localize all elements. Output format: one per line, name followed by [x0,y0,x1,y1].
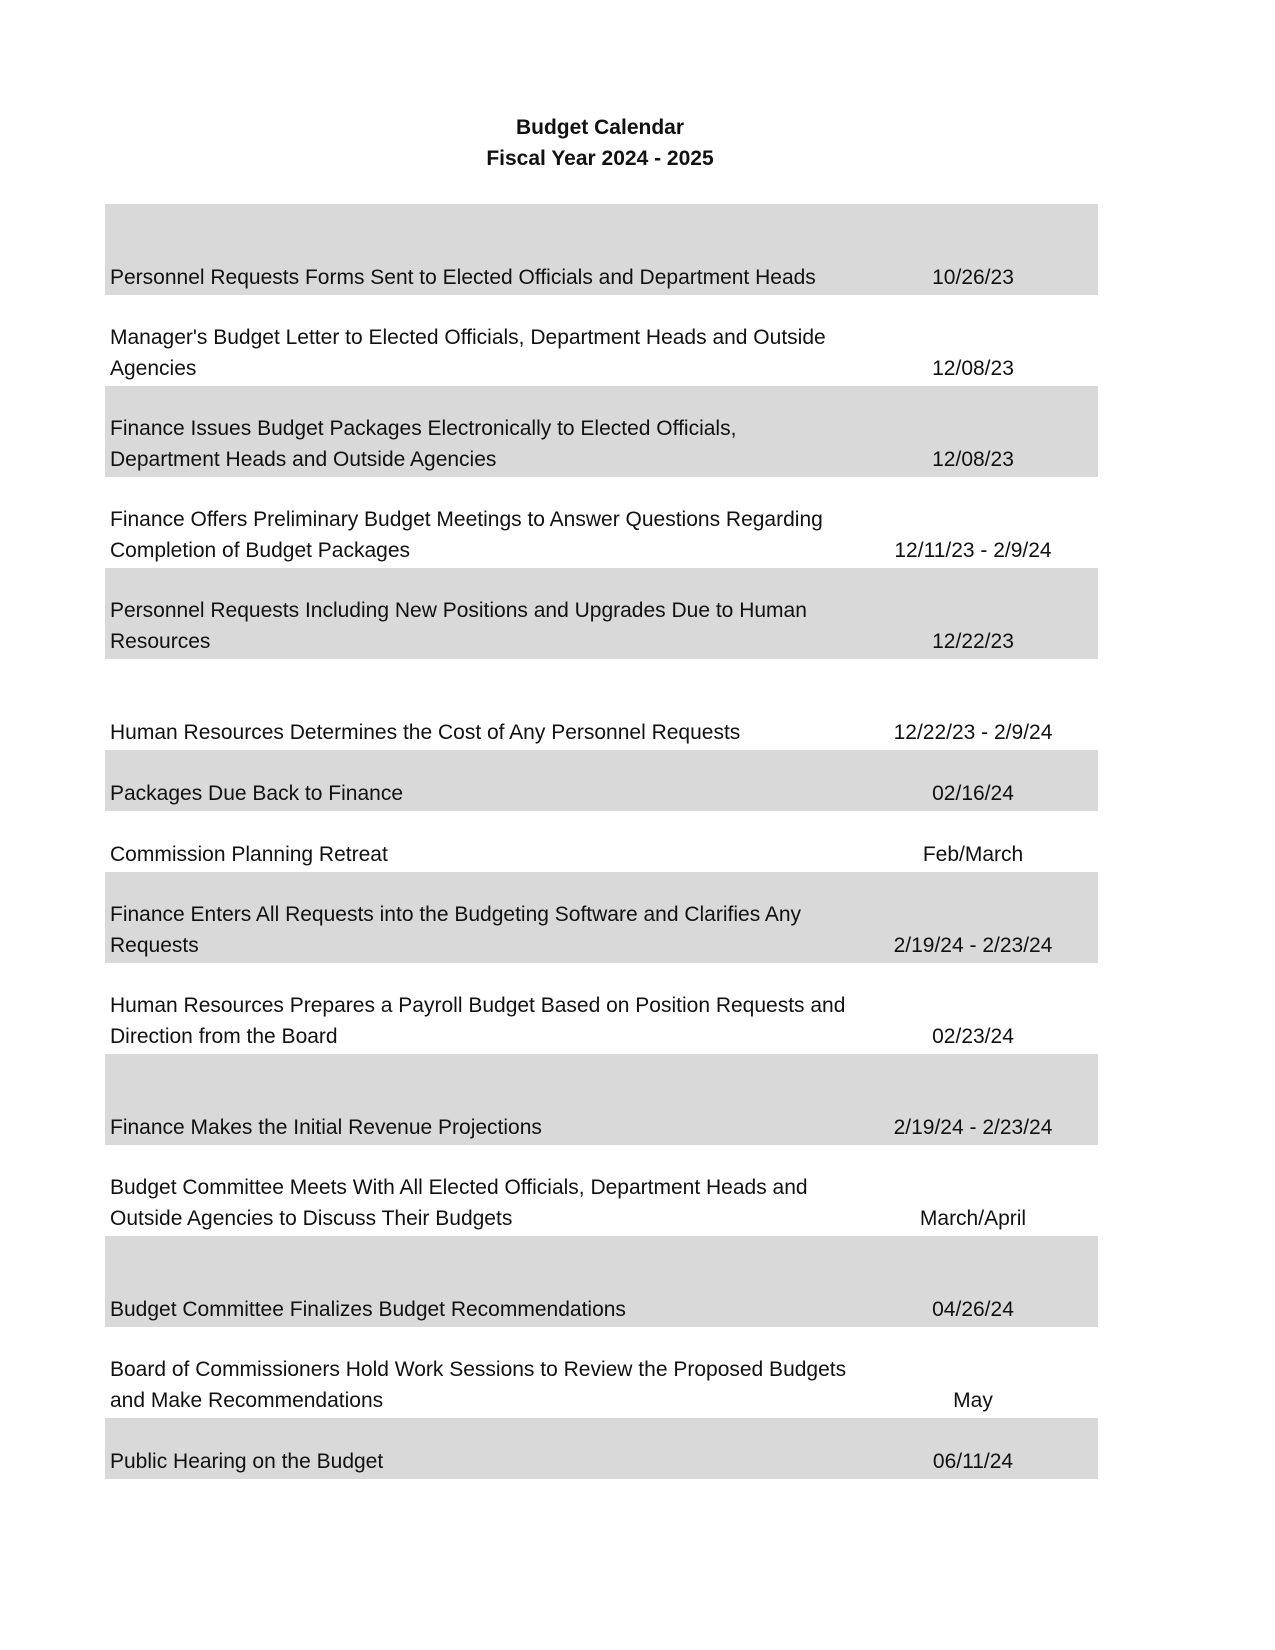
table-row [105,386,1098,477]
row-description: Commission Planning Retreat [110,843,388,866]
table-row [105,1327,1098,1418]
table-row [105,477,1098,568]
table-row [105,1054,1098,1145]
table-row [105,659,1098,750]
row-date: 02/23/24 [932,1025,1014,1048]
table-row [105,1145,1098,1236]
row-description: Personnel Requests Forms Sent to Elected Officials and Department Heads [110,266,816,289]
row-date: 2/19/24 - 2/23/24 [893,1116,1053,1139]
row-date: 10/26/23 [932,266,1014,289]
document-title: Budget Calendar [515,116,685,139]
table-row [105,1236,1098,1327]
row-date: 12/08/23 [932,357,1014,380]
row-date: 04/26/24 [932,1298,1014,1321]
row-description: Public Hearing on the Budget [110,1450,384,1473]
row-description: Finance Offers Preliminary Budget Meetings to Answer Questions Regarding Completion of Budget Packages [110,508,823,562]
table-row [105,750,1098,811]
row-date: May [953,1389,993,1412]
document-header [0,112,1200,174]
row-description: Board of Commissioners Hold Work Sessions to Review the Proposed Budgets and Make Recommendations [110,1358,847,1412]
row-description: Finance Makes the Initial Revenue Projections [110,1116,542,1139]
row-date: Feb/March [922,843,1024,866]
row-description: Manager's Budget Letter to Elected Officials, Department Heads and Outside Agencies [110,326,826,380]
row-date: 06/11/24 [932,1450,1014,1473]
document-subtitle: Fiscal Year 2024 - 2025 [486,147,714,170]
table-row [105,963,1098,1054]
table-row [105,872,1098,963]
row-date: 2/19/24 - 2/23/24 [893,934,1053,957]
table-row [105,811,1098,872]
row-date: 02/16/24 [932,782,1014,805]
budget-calendar-table [105,204,1098,1479]
row-description: Packages Due Back to Finance [110,782,403,805]
row-description: Human Resources Determines the Cost of Any Personnel Requests [110,721,741,744]
row-date: 12/11/23 - 2/9/24 [894,539,1052,562]
table-row [105,568,1098,659]
row-description: Budget Committee Meets With All Elected Officials, Department Heads and Outside Agencies to Discuss Their Budgets [110,1176,808,1230]
row-date: 12/22/23 [932,630,1014,653]
table-row [105,295,1098,386]
row-description: Finance Issues Budget Packages Electronically to Elected Officials, Department Heads and Outside Agencies [110,417,737,471]
row-description: Personnel Requests Including New Positions and Upgrades Due to Human Resources [110,599,807,653]
row-date: 12/22/23 - 2/9/24 [893,721,1053,744]
row-description: Finance Enters All Requests into the Budgeting Software and Clarifies Any Requests [110,903,802,957]
table-row [105,1418,1098,1479]
table-row [105,204,1098,295]
row-date: March/April [919,1207,1027,1230]
row-description: Human Resources Prepares a Payroll Budget Based on Position Requests and Direction from the Board [110,994,846,1048]
row-date: 12/08/23 [932,448,1014,471]
row-description: Budget Committee Finalizes Budget Recommendations [110,1298,626,1321]
